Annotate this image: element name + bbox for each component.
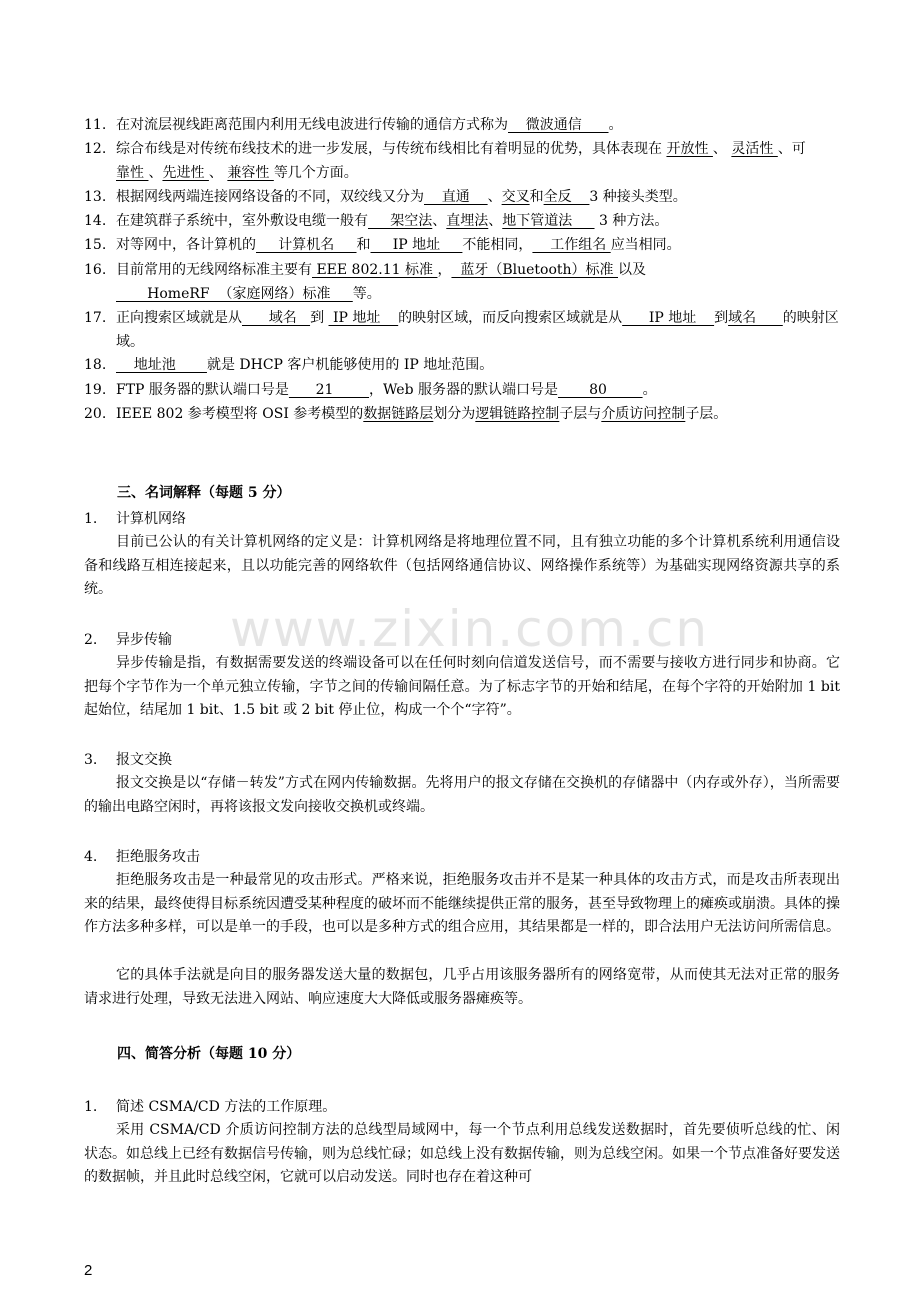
watermark: www.zixin.com.cn [230,600,710,658]
answer-blank: 靠性 [116,165,149,181]
question-13 [84,185,840,209]
term-title: 拒绝服务攻击 [116,849,200,865]
definition-paragraph: 它的具体手法就是向目的服务器发送大量的数据包，几乎占用该服务器所有的网络宽带，从而使其无法对正常的服务请求进行处理，导致无法进入网站、响应速度大大降低或服务器瘫痪等。 [84,967,840,1007]
question-text-segment: 在对流层视线距离范围内利用无线电波进行传输的通信方式称为 [116,117,508,133]
question-text-segment: 到 [310,310,329,326]
question-text-segment: 就是 DHCP 客户机能够使用的 IP 地址范围。 [206,357,494,373]
question-15 [84,233,840,257]
question-text [116,378,840,402]
answer-blank: 计算机名 [256,237,357,253]
question-text-segment: ， [437,262,452,278]
question-text [116,233,840,257]
question-18 [84,353,840,377]
question-text-segment: 的映射区域，而反向搜索区域就是从 [398,310,623,326]
question-number: 16. [84,262,107,278]
item-number: 3. [84,752,98,768]
question-text-segment: 目前常用的无线网络标准主要有 [116,262,312,278]
question-text [116,402,840,426]
question-16 [84,258,840,306]
answer-blank: 域名 [242,310,311,326]
item-number: 2. [84,632,98,648]
definition-term [84,845,200,869]
answer-blank: 地址池 [116,357,207,373]
answer-blank: 逻辑链路控制 [475,406,560,422]
question-text [116,306,840,354]
question-14 [84,209,840,233]
definition-paragraph: 异步传输是指，有数据需要发送的终端设备可以在任何时刻向信道发送信号，而不需要与接收方进行同步和协商。它把每个字节作为一个单元独立传输，字节之间的传输间隔任意。为了标志字节的开始和结尾，在每个字符的开始附加 1 bit 起始位，结尾加 1 bit、1.5 bit 或 2 bit 停止位，构成一个个“字符”。 [84,655,840,718]
question-text: 简述 CSMA/CD 方法的工作原理。 [116,1099,337,1115]
question-text [116,353,840,377]
question-text-segment: 子层。 [685,406,728,422]
question-text [116,137,840,185]
item-number: 1. [84,1099,98,1115]
question-number: 12. [84,141,107,157]
question-17 [84,306,840,354]
question-text-segment: 。 [642,382,657,398]
question-text-segment: 根据网线两端连接网络设备的不同，双绞线又分为 [116,189,424,205]
question-text-segment: 等几个方面。 [273,165,358,181]
answer-paragraph: 采用 CSMA/CD 介质访问控制方法的总线型局域网中，每一个节点利用总线发送数据时，首先要侦听总线的忙、闲状态。如总线上已经有数据信号传输，则为总线忙碌；如总线上没有数据传输，则为总线空闲。如果一个节点准备好要发送的数据帧，并且此时总线空闲，它就可以启动发送。同时也存在着这种可 [84,1122,840,1185]
answer-blank: 蓝牙（Bluetooth）标准 [451,262,618,278]
answer-blank: IP 地址 [370,237,463,253]
answer-blank: IP 地址 [328,310,399,326]
answer-blank: 21 [288,382,370,398]
term-title: 计算机网络 [116,511,186,527]
question-number: 18. [84,357,107,373]
question-text-segment: 和 [529,189,544,205]
question-text [116,209,840,233]
question-number: 19. [84,382,107,398]
definition-paragraph: 拒绝服务攻击是一种最常见的攻击形式。严格来说，拒绝服务攻击并不是某一种具体的攻击方式，而是攻击所表现出来的结果，最终使得目标系统因遭受某种程度的破坏而不能继续提供正常的服务，甚至导致物理上的瘫痪或崩溃。具体的操作方法多种多样，可以是单一的手段，也可以是多种方式的组合应用，其结果都是一样的，即合法用户无法访问所需信息。 [84,872,840,935]
term-title: 报文交换 [116,752,172,768]
question-text-segment: 、 [432,213,447,229]
answer-blank: 直埋法 [446,213,489,229]
question-text-segment: 综合布线是对传统布线技术的进一步发展，与传统布线相比有着明显的优势，具体表现在 [116,141,667,157]
question-text-segment: 、 [712,141,732,157]
answer-blank: 80 [558,382,643,398]
item-number: 4. [84,849,98,865]
answer-blank: 介质访问控制 [601,406,686,422]
answer-blank: 全反 [543,189,590,205]
term-title: 异步传输 [116,632,172,648]
section-heading-short-answer: 四、简答分析（每题 10 分） [117,1046,301,1062]
question-text-segment: FTP 服务器的默认端口号是 [116,382,289,398]
question-text [116,185,840,209]
answer-blank: 工作组名 [532,237,611,253]
answer-blank: 数据链路层 [363,406,434,422]
question-text [116,258,840,306]
question-text [116,113,840,137]
answer-blank: 兼容性 [227,165,274,181]
question-12 [84,137,840,185]
answer-blank: 地下管道法 [502,213,595,229]
question-number: 20. [84,406,107,422]
answer-blank: EEE 802.11 标准 [312,262,438,278]
question-text-segment: 、 [208,165,228,181]
question-text-segment: 。 [608,117,623,133]
question-19 [84,378,840,402]
question-text-segment: IEEE 802 参考模型将 OSI 参考模型的 [116,406,364,422]
answer-blank: 交叉 [501,189,530,205]
question-text-segment: 3 种接头类型。 [589,189,687,205]
question-text-segment: 到 [714,310,729,326]
question-number: 11. [84,117,107,133]
answer-blank: IP 地址 [622,310,715,326]
answer-blank: 先进性 [162,165,209,181]
question-text-segment: 、 [488,213,503,229]
question-text-segment: 划分为 [433,406,476,422]
question-text-segment: 以及 [618,262,646,278]
question-20 [84,402,840,426]
question-text-segment: 在建筑群子系统中，室外敷设电缆一般有 [116,213,368,229]
question-text-segment: 正向搜索区域就是从 [116,310,242,326]
question-number: 17. [84,310,107,326]
definition-term [84,507,186,531]
definition-paragraph: 目前已公认的有关计算机网络的定义是：计算机网络是将地理位置不同，且有独立功能的多个计算机系统利用通信设备和线路互相连接起来，且以功能完善的网络软件（包括网络通信协议、网络操作系统等）为基础实现网络资源共享的系统。 [84,534,840,597]
definition-term [84,748,172,772]
question-number: 15. [84,237,107,253]
answer-blank: 架空法 [368,213,433,229]
answer-blank: 开放性 [666,141,713,157]
question-text-segment: ，Web 服务器的默认端口号是 [369,382,558,398]
question-text-segment: 、 [487,189,502,205]
page-number: 2 [84,1262,93,1279]
answer-blank: 直通 [424,189,488,205]
answer-blank: HomeRF （家庭网络）标准 [116,286,353,302]
question-title [84,1095,336,1119]
question-text-segment: 和 [356,237,371,253]
question-number: 13. [84,189,107,205]
question-number: 14. [84,213,107,229]
question-text-segment: 、可 [777,141,806,157]
answer-blank: 微波通信 [508,117,609,133]
question-text-segment: 应当相同。 [610,237,681,253]
section-heading-definitions: 三、名词解释（每题 5 分） [117,485,291,501]
question-text-segment: 、 [148,165,163,181]
question-text-segment: 不能相同， [462,237,533,253]
question-text-segment: 子层与 [559,406,602,422]
question-text-segment: 3 种方法。 [594,213,669,229]
definition-paragraph: 报文交换是以“存储－转发”方式在网内传输数据。先将用户的报文存储在交换机的存储器中（内存或外存），当所需要的输出电路空闲时，再将该报文发向接收交换机或终端。 [84,775,840,815]
definition-term [84,628,172,652]
answer-blank: 灵活性 [731,141,778,157]
question-11 [84,113,840,137]
answer-blank: 域名 [728,310,783,326]
question-text-segment: 等。 [352,286,381,302]
question-text-segment: 的映射区域。 [116,310,839,350]
question-text-segment: 对等网中，各计算机的 [116,237,256,253]
item-number: 1. [84,511,98,527]
